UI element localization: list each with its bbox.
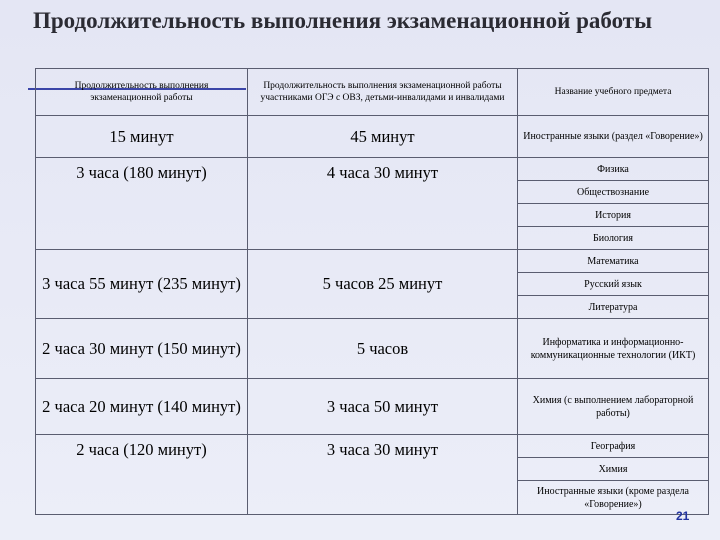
subject-cell: Химия xyxy=(518,458,709,481)
extended-duration-cell: 3 часа 30 минут xyxy=(248,435,518,515)
table-row xyxy=(36,435,709,458)
header-standard-duration: Продолжительность выполнения экзаменационной работы xyxy=(36,69,248,116)
subject-cell: Иностранные языки (раздел «Говорение») xyxy=(518,116,709,158)
standard-duration-cell: 3 часа (180 минут) xyxy=(36,158,248,250)
table-row xyxy=(36,158,709,181)
extended-duration-cell: 5 часов 25 минут xyxy=(248,250,518,319)
table-row xyxy=(36,116,709,158)
standard-duration-cell: 2 часа (120 минут) xyxy=(36,435,248,515)
table-row xyxy=(36,319,709,379)
standard-duration-cell: 15 минут xyxy=(36,116,248,158)
standard-duration-cell: 3 часа 55 минут (235 минут) xyxy=(36,250,248,319)
extended-duration-cell: 5 часов xyxy=(248,319,518,379)
page-title: Продолжительность выполнения экзаменационной работы xyxy=(33,8,653,33)
subject-cell: Русский язык xyxy=(518,273,709,296)
extended-duration-cell: 3 часа 50 минут xyxy=(248,379,518,435)
subject-cell: Литература xyxy=(518,296,709,319)
standard-duration-cell: 2 часа 30 минут (150 минут) xyxy=(36,319,248,379)
table-row xyxy=(36,379,709,435)
header-extended-duration: Продолжительность выполнения экзаменационной работы участниками ОГЭ с ОВЗ, детьми-инвалидами и инвалидами xyxy=(248,69,518,116)
subject-cell: История xyxy=(518,204,709,227)
subject-cell: География xyxy=(518,435,709,458)
subject-cell: Физика xyxy=(518,158,709,181)
extended-duration-cell: 4 часа 30 минут xyxy=(248,158,518,250)
page-number: 21 xyxy=(676,509,690,523)
standard-duration-cell: 2 часа 20 минут (140 минут) xyxy=(36,379,248,435)
subject-cell: Обществознание xyxy=(518,181,709,204)
subject-cell: Информатика и информационно-коммуникационные технологии (ИКТ) xyxy=(518,319,709,379)
header-subject: Название учебного предмета xyxy=(518,69,709,116)
subject-cell: Иностранные языки (кроме раздела «Говорение») xyxy=(518,481,709,515)
exam-duration-table xyxy=(35,68,709,515)
subject-cell: Биология xyxy=(518,227,709,250)
table-header-row xyxy=(36,69,709,116)
table-row xyxy=(36,250,709,273)
extended-duration-cell: 45 минут xyxy=(248,116,518,158)
subject-cell: Математика xyxy=(518,250,709,273)
subject-cell: Химия (с выполнением лабораторной работы) xyxy=(518,379,709,435)
